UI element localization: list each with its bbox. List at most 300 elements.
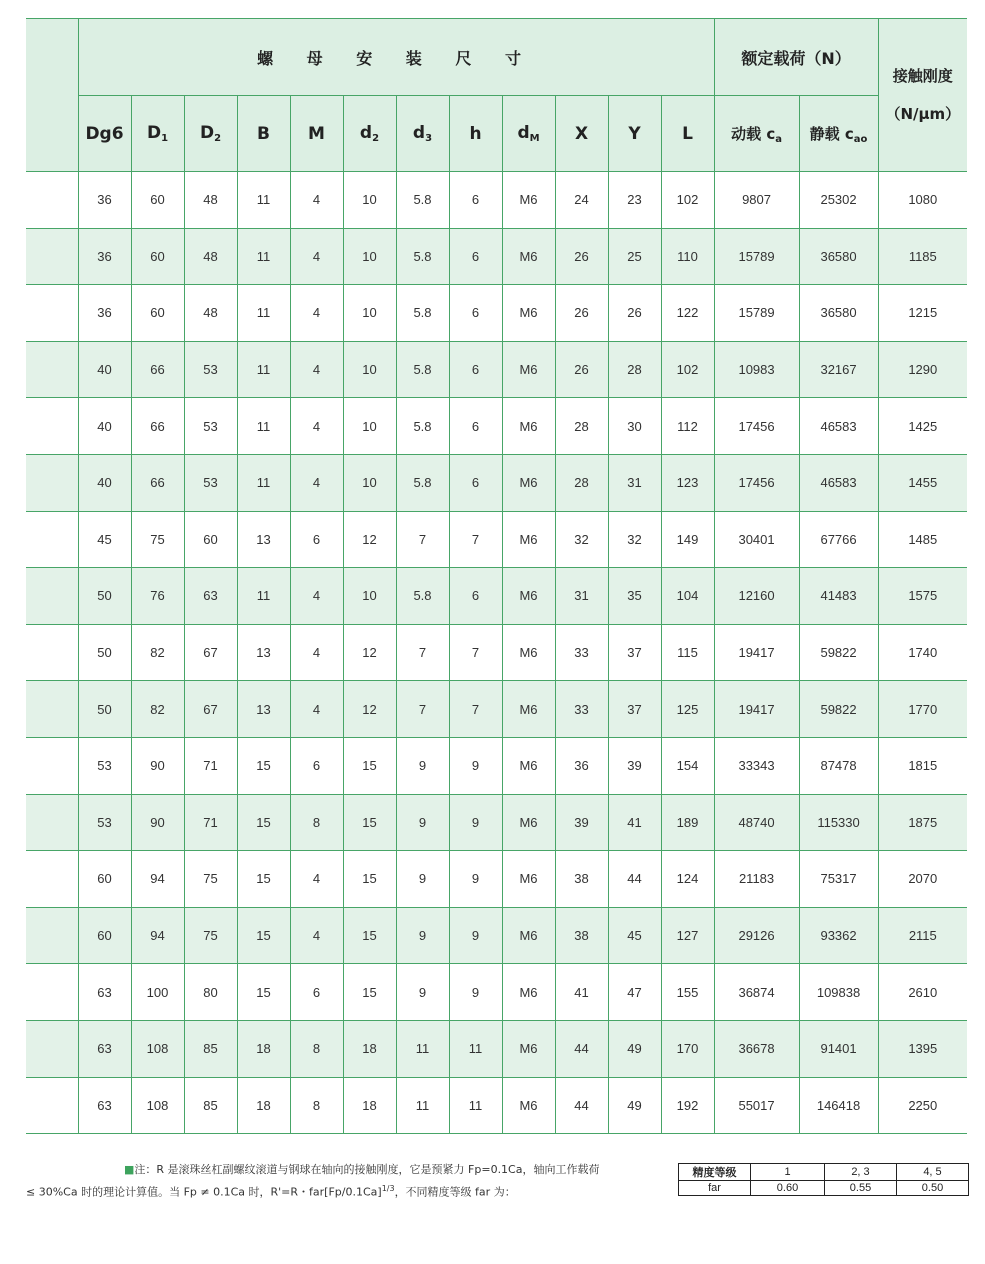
table-cell: 36874: [714, 964, 799, 1021]
table-cell: 1875: [878, 794, 967, 851]
table-cell: 9: [449, 794, 502, 851]
table-cell: 94: [131, 851, 184, 908]
table-cell: 82: [131, 681, 184, 738]
table-cell: 15: [237, 851, 290, 908]
table-cell: 4: [290, 851, 343, 908]
table-cell: 59822: [799, 624, 878, 681]
table-cell: 2070: [878, 851, 967, 908]
table-cell: 53: [78, 737, 131, 794]
table-cell: 40: [78, 341, 131, 398]
table-cell: 10: [343, 398, 396, 455]
table-cell: 53: [184, 341, 237, 398]
table-cell: 5.8: [396, 172, 449, 229]
table-cell: 5.8: [396, 341, 449, 398]
contact-stiffness-unit: （N/μm）: [885, 105, 961, 123]
note-line-2: ≤ 30%Ca 时的理论计算值。当 Fp ≠ 0.1Ca 时，R'=R・far[Fp/0.1Ca]: [26, 1185, 382, 1199]
table-cell: M6: [502, 794, 555, 851]
column-header-4: [290, 96, 343, 172]
table-cell: 33343: [714, 737, 799, 794]
static-load-header-text: 静载 c: [809, 124, 854, 143]
table-row: [26, 568, 967, 625]
table-cell: 44: [555, 1077, 608, 1134]
static-load-header-subscript: ao: [853, 133, 868, 145]
table-cell: 10: [343, 285, 396, 342]
table-cell: 15: [343, 851, 396, 908]
row-spacer-cell: [26, 1020, 78, 1077]
table-row: [26, 907, 967, 964]
table-cell: 115: [661, 624, 714, 681]
precision-grade-1: 1: [751, 1164, 825, 1181]
footnote: [26, 1160, 646, 1202]
table-cell: 1575: [878, 568, 967, 625]
precision-grade-label: 精度等级: [679, 1164, 751, 1181]
table-cell: 23: [608, 172, 661, 229]
table-row: [26, 398, 967, 455]
dynamic-load-header: [714, 96, 799, 172]
table-cell: 63: [184, 568, 237, 625]
table-cell: 10983: [714, 341, 799, 398]
table-cell: 13: [237, 681, 290, 738]
table-cell: 13: [237, 624, 290, 681]
row-spacer-cell: [26, 398, 78, 455]
table-cell: 67: [184, 681, 237, 738]
column-header-5-text: d: [359, 123, 373, 143]
table-cell: M6: [502, 1020, 555, 1077]
table-cell: 109838: [799, 964, 878, 1021]
table-cell: 1770: [878, 681, 967, 738]
table-cell: 11: [396, 1077, 449, 1134]
table-cell: 13: [237, 511, 290, 568]
note-exponent: 1/3: [381, 1184, 395, 1193]
table-cell: 39: [608, 737, 661, 794]
table-cell: 4: [290, 681, 343, 738]
table-cell: 5.8: [396, 285, 449, 342]
contact-stiffness-label: 接触刚度: [892, 67, 953, 85]
table-cell: 46583: [799, 454, 878, 511]
table-cell: 12: [343, 511, 396, 568]
table-cell: 4: [290, 454, 343, 511]
row-spacer-cell: [26, 907, 78, 964]
table-cell: 18: [343, 1020, 396, 1077]
table-row: [26, 341, 967, 398]
table-cell: 7: [396, 511, 449, 568]
table-cell: 1185: [878, 228, 967, 285]
table-cell: 5.8: [396, 228, 449, 285]
table-row: [26, 624, 967, 681]
table-cell: 5.8: [396, 398, 449, 455]
table-cell: 63: [78, 964, 131, 1021]
column-header-0-text: Dg6: [85, 123, 124, 144]
table-cell: 24: [555, 172, 608, 229]
row-spacer-cell: [26, 568, 78, 625]
table-cell: 49: [608, 1020, 661, 1077]
table-cell: 10: [343, 341, 396, 398]
table-cell: 82: [131, 624, 184, 681]
table-cell: 41483: [799, 568, 878, 625]
table-cell: 33: [555, 681, 608, 738]
table-cell: 9: [396, 737, 449, 794]
table-cell: 146418: [799, 1077, 878, 1134]
table-cell: 76: [131, 568, 184, 625]
contact-stiffness-header: [878, 19, 967, 172]
table-cell: 50: [78, 681, 131, 738]
table-cell: 36580: [799, 285, 878, 342]
table-cell: 10: [343, 568, 396, 625]
table-cell: 60: [131, 228, 184, 285]
table-cell: 7: [396, 624, 449, 681]
table-cell: 18: [237, 1077, 290, 1134]
table-cell: M6: [502, 398, 555, 455]
table-cell: 90: [131, 794, 184, 851]
table-cell: 19417: [714, 624, 799, 681]
dimension-table: [26, 18, 967, 1134]
table-cell: 75: [184, 851, 237, 908]
table-cell: M6: [502, 228, 555, 285]
table-cell: 36: [555, 737, 608, 794]
table-cell: 75317: [799, 851, 878, 908]
table-cell: 8: [290, 794, 343, 851]
table-cell: M6: [502, 851, 555, 908]
table-cell: 38: [555, 851, 608, 908]
table-cell: 4: [290, 907, 343, 964]
table-cell: 94: [131, 907, 184, 964]
table-cell: 12160: [714, 568, 799, 625]
table-cell: 26: [608, 285, 661, 342]
blank-header-cell: [26, 19, 78, 172]
table-cell: M6: [502, 568, 555, 625]
table-cell: 189: [661, 794, 714, 851]
table-cell: 8: [290, 1020, 343, 1077]
far-value-3: 0.50: [897, 1181, 969, 1196]
table-cell: 9: [396, 794, 449, 851]
table-cell: 11: [237, 285, 290, 342]
table-cell: 100: [131, 964, 184, 1021]
table-cell: M6: [502, 907, 555, 964]
table-cell: 9: [449, 964, 502, 1021]
table-cell: 30: [608, 398, 661, 455]
table-cell: 1455: [878, 454, 967, 511]
table-cell: 60: [184, 511, 237, 568]
column-header-6-text: d: [412, 123, 426, 143]
table-row: [26, 851, 967, 908]
table-cell: 1815: [878, 737, 967, 794]
table-cell: 1395: [878, 1020, 967, 1077]
table-cell: 53: [184, 454, 237, 511]
table-cell: 67766: [799, 511, 878, 568]
far-label: far: [679, 1181, 751, 1196]
table-cell: M6: [502, 285, 555, 342]
table-cell: M6: [502, 172, 555, 229]
table-cell: 48: [184, 285, 237, 342]
table-cell: 6: [449, 398, 502, 455]
table-cell: 31: [555, 568, 608, 625]
column-header-7: [449, 96, 502, 172]
table-cell: 38: [555, 907, 608, 964]
note-marker: ■: [124, 1163, 135, 1176]
row-spacer-cell: [26, 454, 78, 511]
table-cell: 9: [449, 907, 502, 964]
table-title: 螺 母 安 装 尺 寸: [78, 19, 714, 96]
table-cell: 6: [449, 228, 502, 285]
table-row: [26, 794, 967, 851]
table-cell: 15: [237, 794, 290, 851]
table-cell: 91401: [799, 1020, 878, 1077]
table-cell: 7: [449, 511, 502, 568]
table-cell: 87478: [799, 737, 878, 794]
table-cell: 36: [78, 172, 131, 229]
table-row: [26, 1077, 967, 1134]
table-cell: 11: [237, 454, 290, 511]
row-spacer-cell: [26, 681, 78, 738]
table-cell: 11: [237, 568, 290, 625]
table-cell: 90: [131, 737, 184, 794]
table-cell: 6: [449, 285, 502, 342]
table-cell: 1425: [878, 398, 967, 455]
precision-grade-2: 2, 3: [825, 1164, 897, 1181]
column-header-1: [131, 96, 184, 172]
table-cell: 102: [661, 172, 714, 229]
table-cell: 26: [555, 285, 608, 342]
table-cell: 10: [343, 454, 396, 511]
table-cell: 11: [449, 1020, 502, 1077]
table-cell: 11: [449, 1077, 502, 1134]
table-cell: 66: [131, 454, 184, 511]
table-cell: 36580: [799, 228, 878, 285]
column-header-10: [608, 96, 661, 172]
table-cell: 127: [661, 907, 714, 964]
table-cell: 4: [290, 624, 343, 681]
table-cell: 4: [290, 398, 343, 455]
table-cell: 12: [343, 624, 396, 681]
table-cell: 63: [78, 1020, 131, 1077]
table-cell: 80: [184, 964, 237, 1021]
table-cell: 1080: [878, 172, 967, 229]
table-cell: 18: [237, 1020, 290, 1077]
row-spacer-cell: [26, 341, 78, 398]
table-cell: 5.8: [396, 454, 449, 511]
row-spacer-cell: [26, 285, 78, 342]
table-cell: 53: [78, 794, 131, 851]
row-spacer-cell: [26, 1077, 78, 1134]
table-cell: 15: [343, 907, 396, 964]
table-cell: 85: [184, 1020, 237, 1077]
column-header-11-text: L: [682, 123, 693, 144]
table-cell: M6: [502, 737, 555, 794]
table-cell: 2115: [878, 907, 967, 964]
table-cell: 112: [661, 398, 714, 455]
column-header-1-subscript: 1: [161, 133, 169, 144]
table-cell: 49: [608, 1077, 661, 1134]
precision-grade-3: 4, 5: [897, 1164, 969, 1181]
table-cell: 63: [78, 1077, 131, 1134]
table-row: [26, 1020, 967, 1077]
table-cell: 192: [661, 1077, 714, 1134]
table-cell: 60: [131, 285, 184, 342]
table-cell: 9: [396, 964, 449, 1021]
table-cell: 6: [290, 964, 343, 1021]
table-cell: 10: [343, 172, 396, 229]
table-cell: 122: [661, 285, 714, 342]
table-cell: 71: [184, 737, 237, 794]
table-cell: 11: [237, 228, 290, 285]
table-cell: 55017: [714, 1077, 799, 1134]
column-header-8: [502, 96, 555, 172]
table-cell: 46583: [799, 398, 878, 455]
table-cell: M6: [502, 681, 555, 738]
table-cell: 17456: [714, 454, 799, 511]
table-cell: 7: [396, 681, 449, 738]
table-cell: 85: [184, 1077, 237, 1134]
table-cell: 10: [343, 228, 396, 285]
table-row: [26, 964, 967, 1021]
table-cell: 19417: [714, 681, 799, 738]
table-cell: 11: [237, 398, 290, 455]
table-cell: 40: [78, 398, 131, 455]
table-cell: 35: [608, 568, 661, 625]
table-cell: 1485: [878, 511, 967, 568]
table-cell: 37: [608, 681, 661, 738]
column-header-2-subscript: 2: [214, 133, 222, 144]
static-load-header: [799, 96, 878, 172]
column-header-0: [78, 96, 131, 172]
table-cell: 115330: [799, 794, 878, 851]
row-spacer-cell: [26, 851, 78, 908]
column-header-8-subscript: M: [529, 133, 540, 144]
table-cell: M6: [502, 341, 555, 398]
table-cell: 102: [661, 341, 714, 398]
table-cell: 15789: [714, 285, 799, 342]
table-cell: 6: [449, 454, 502, 511]
table-cell: 1290: [878, 341, 967, 398]
table-cell: 36678: [714, 1020, 799, 1077]
table-cell: 32: [608, 511, 661, 568]
far-value-1: 0.60: [751, 1181, 825, 1196]
column-header-3-text: B: [257, 123, 270, 144]
column-header-1-text: D: [146, 123, 162, 143]
table-cell: 15: [343, 794, 396, 851]
table-cell: 15: [343, 964, 396, 1021]
table-cell: M6: [502, 1077, 555, 1134]
dynamic-load-header-subscript: a: [775, 133, 782, 145]
table-cell: 75: [184, 907, 237, 964]
table-cell: 44: [608, 851, 661, 908]
table-cell: 15789: [714, 228, 799, 285]
table-cell: 30401: [714, 511, 799, 568]
table-cell: 11: [396, 1020, 449, 1077]
table-cell: M6: [502, 624, 555, 681]
table-cell: 53: [184, 398, 237, 455]
table-cell: 50: [78, 568, 131, 625]
table-cell: 60: [131, 172, 184, 229]
table-row: [26, 681, 967, 738]
table-cell: 60: [78, 851, 131, 908]
table-cell: 4: [290, 172, 343, 229]
dynamic-load-header-text: 动载 c: [731, 124, 776, 143]
table-cell: 17456: [714, 398, 799, 455]
table-cell: 75: [131, 511, 184, 568]
table-cell: 7: [449, 624, 502, 681]
table-cell: 6: [449, 568, 502, 625]
table-cell: 149: [661, 511, 714, 568]
row-spacer-cell: [26, 964, 78, 1021]
table-cell: 1215: [878, 285, 967, 342]
column-header-2-text: D: [199, 123, 215, 143]
table-row: [26, 172, 967, 229]
table-cell: 28: [608, 341, 661, 398]
table-cell: 33: [555, 624, 608, 681]
column-header-10-text: Y: [628, 123, 641, 144]
table-cell: 36: [78, 285, 131, 342]
column-header-11: [661, 96, 714, 172]
table-cell: 110: [661, 228, 714, 285]
table-cell: 124: [661, 851, 714, 908]
table-cell: 40: [78, 454, 131, 511]
table-cell: 4: [290, 568, 343, 625]
table-cell: 108: [131, 1020, 184, 1077]
table-cell: 155: [661, 964, 714, 1021]
table-cell: M6: [502, 511, 555, 568]
column-header-9-text: X: [574, 123, 589, 144]
table-cell: M6: [502, 454, 555, 511]
table-cell: 25302: [799, 172, 878, 229]
table-cell: 48: [184, 228, 237, 285]
row-spacer-cell: [26, 511, 78, 568]
table-cell: 45: [78, 511, 131, 568]
note-line-1: 注：R 是滚珠丝杠副螺纹滚道与钢球在轴向的接触刚度，它是预紧力 Fp=0.1Ca，轴向工作载荷: [134, 1163, 600, 1176]
table-cell: 9: [449, 851, 502, 908]
table-cell: 66: [131, 398, 184, 455]
row-spacer-cell: [26, 794, 78, 851]
table-cell: 26: [555, 228, 608, 285]
row-spacer-cell: [26, 228, 78, 285]
table-cell: 5.8: [396, 568, 449, 625]
table-cell: 104: [661, 568, 714, 625]
column-header-5: [343, 96, 396, 172]
table-cell: 45: [608, 907, 661, 964]
table-cell: 6: [449, 172, 502, 229]
table-cell: 15: [237, 737, 290, 794]
table-cell: 6: [449, 341, 502, 398]
table-cell: 93362: [799, 907, 878, 964]
table-cell: 154: [661, 737, 714, 794]
table-cell: 28: [555, 398, 608, 455]
table-cell: 9: [449, 737, 502, 794]
table-cell: 9: [396, 851, 449, 908]
table-cell: 41: [608, 794, 661, 851]
table-row: [26, 737, 967, 794]
row-spacer-cell: [26, 737, 78, 794]
table-cell: 29126: [714, 907, 799, 964]
column-header-5-subscript: 2: [372, 133, 380, 144]
table-cell: 59822: [799, 681, 878, 738]
table-cell: 11: [237, 172, 290, 229]
table-cell: 125: [661, 681, 714, 738]
table-cell: 170: [661, 1020, 714, 1077]
rated-load-header: 额定载荷（N）: [714, 19, 878, 96]
table-cell: 21183: [714, 851, 799, 908]
table-cell: 39: [555, 794, 608, 851]
table-cell: 7: [449, 681, 502, 738]
table-cell: 44: [555, 1020, 608, 1077]
table-cell: M6: [502, 964, 555, 1021]
table-cell: 108: [131, 1077, 184, 1134]
table-cell: 8: [290, 1077, 343, 1134]
table-cell: 15: [237, 907, 290, 964]
table-cell: 4: [290, 228, 343, 285]
table-cell: 12: [343, 681, 396, 738]
table-cell: 9: [396, 907, 449, 964]
table-cell: 41: [555, 964, 608, 1021]
